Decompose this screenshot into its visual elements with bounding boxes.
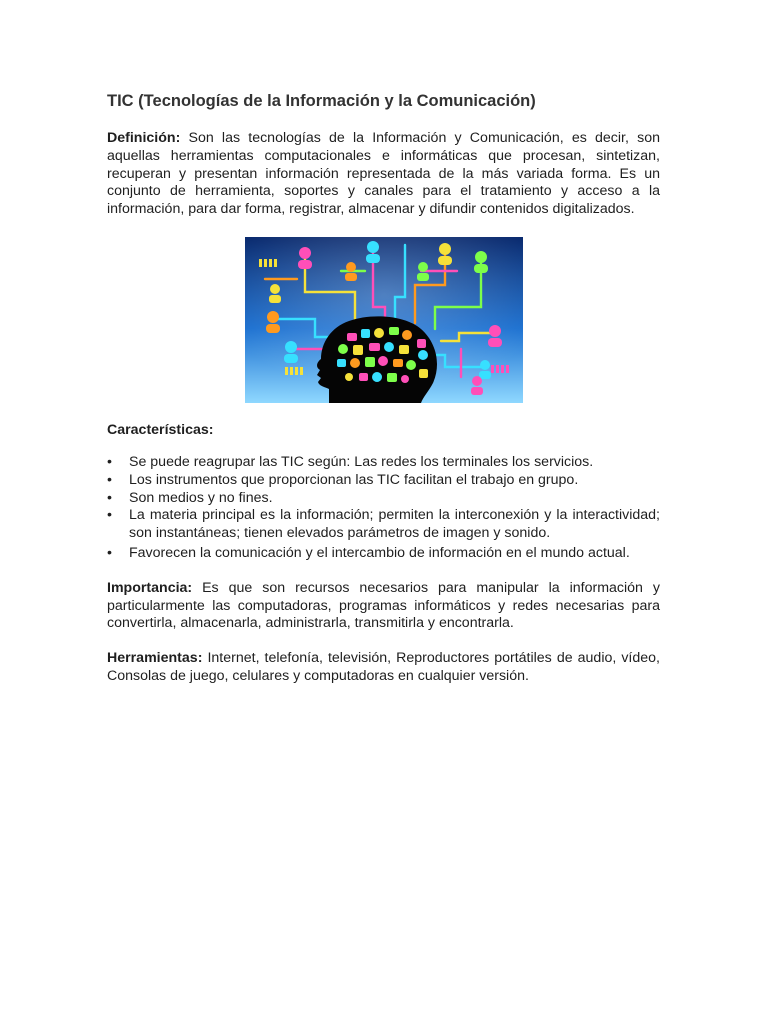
tic-illustration-image	[245, 237, 523, 403]
list-item-text: La materia principal es la información; permiten la interconexión y la interactividad; son instantáneas; tienen elevados parámetros de imagen y sonido.	[129, 507, 660, 542]
document-page	[107, 90, 660, 686]
tools-paragraph	[107, 650, 660, 686]
list-item	[107, 507, 660, 543]
tools-label: Herramientas:	[107, 650, 203, 667]
importance-paragraph	[107, 580, 660, 633]
bullet: •	[107, 453, 112, 470]
bullet: •	[107, 489, 112, 506]
list-item-text: Son medios y no fines.	[129, 489, 273, 506]
definition-label: Definición:	[107, 130, 181, 146]
list-item	[107, 490, 660, 508]
bullet: •	[107, 507, 112, 524]
definition-paragraph	[107, 130, 660, 219]
list-item-text: Favorecen la comunicación y el intercambio de información en el mundo actual.	[129, 544, 630, 561]
definition-text: Son las tecnologías de la Información y Comunicación, es decir, son aquellas herramientas computacionales e informáticas que procesan, sintetizan, recuperan y presentan información representada de la más variada forma. Es un conjunto de herramienta, soportes y canales para el tratamiento y acceso a la información, para dar forma, registrar, almacenar y difundir contenidos digitalizados.	[107, 130, 660, 218]
importance-label: Importancia:	[107, 579, 193, 596]
document-title: TIC (Tecnologías de la Información y la Comunicación)	[107, 92, 536, 110]
list-item	[107, 454, 660, 472]
bullet: •	[107, 544, 112, 561]
characteristics-list	[107, 454, 660, 563]
bullet: •	[107, 471, 112, 488]
list-item-text: Se puede reagrupar las TIC según: Las redes los terminales los servicios.	[129, 453, 594, 470]
list-item	[107, 545, 660, 563]
list-item-text: Los instrumentos que proporcionan las TIC facilitan el trabajo en grupo.	[129, 471, 579, 488]
list-item	[107, 472, 660, 490]
characteristics-heading: Características:	[107, 421, 214, 438]
tools-text: Internet, telefonía, televisión, Reproductores portátiles de audio, vídeo, Consolas de juego, celulares y computadoras en cualquier versión.	[107, 650, 660, 684]
tic-illustration	[245, 237, 523, 403]
importance-text: Es que son recursos necesarios para manipular la información y particularmente las computadoras, programas informáticos y redes necesarias para convertirla, almacenarla, administrarla, transmitirla y encontrarla.	[107, 579, 660, 632]
